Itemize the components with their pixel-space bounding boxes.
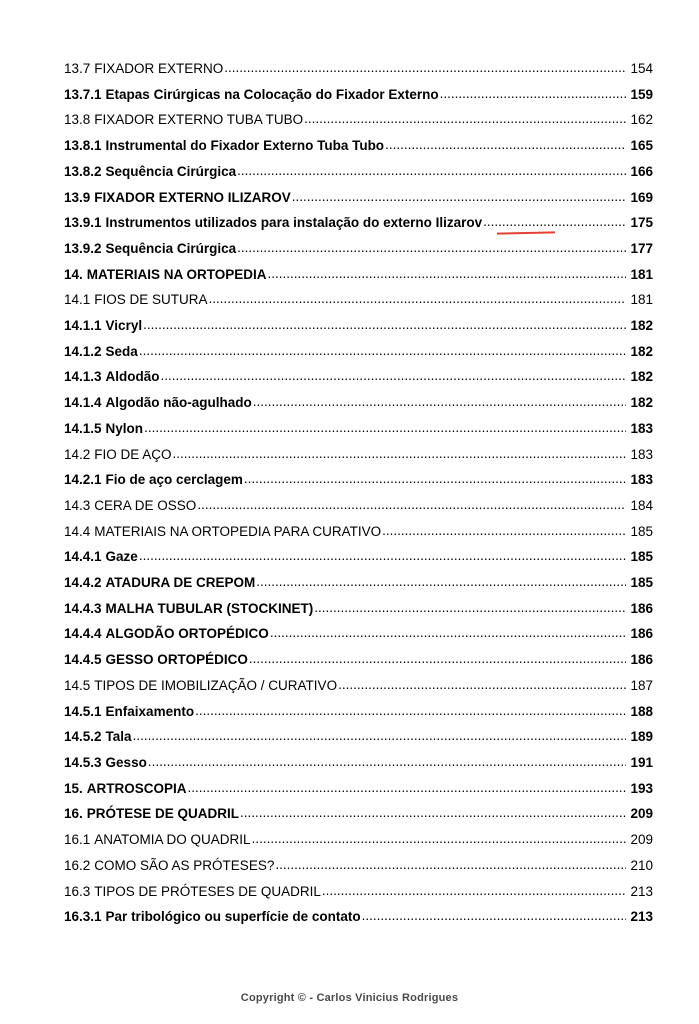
toc-entry-number: 15.: [64, 780, 83, 796]
toc-entry-page-number: 193: [630, 780, 653, 796]
toc-entry-title: MATERIAIS NA ORTOPEDIA PARA CURATIVO: [94, 523, 382, 539]
toc-entry-title: Aldodão: [105, 369, 160, 385]
toc-entry-number: 14.5.1: [64, 703, 102, 719]
toc-entry-title: ALGODÃO ORTOPÉDICO: [105, 626, 269, 642]
toc-entry[interactable]: [64, 82, 653, 108]
toc-entry-page-number: 185: [630, 549, 653, 565]
toc-leader-dots: [237, 164, 626, 178]
toc-leader-dots: [188, 781, 626, 795]
toc-entry-number: 14.4.2: [64, 575, 102, 591]
toc-entry-page-number: 177: [630, 240, 653, 256]
toc-leader-dots: [256, 575, 626, 589]
toc-leader-dots: [240, 806, 626, 820]
toc-entry-title: ATADURA DE CREPOM: [105, 575, 256, 591]
toc-entry-number: 14.5.3: [64, 754, 102, 770]
toc-entry[interactable]: [64, 801, 653, 827]
toc-entry-number: 14.4.1: [64, 549, 102, 565]
toc-entry-title: MALHA TUBULAR (STOCKINET): [105, 600, 314, 616]
toc-entry-number: 14.2.1: [64, 472, 102, 488]
toc-leader-dots: [304, 112, 626, 126]
toc-entry-number: 14.5: [64, 677, 91, 693]
toc-leader-dots: [253, 395, 626, 409]
toc-entry[interactable]: [64, 210, 653, 236]
toc-entry-title: PRÓTESE DE QUADRIL: [86, 806, 240, 822]
toc-entry-title: FIO DE AÇO: [94, 446, 172, 462]
toc-entry-number: 16.2: [64, 857, 91, 873]
toc-leader-dots: [270, 626, 626, 640]
toc-entry-number: 13.9.2: [64, 240, 102, 256]
toc-entry-title: Instrumental do Fixador Externo Tuba Tubo: [105, 138, 385, 154]
toc-entry-number: 14.1.1: [64, 318, 102, 334]
toc-entry[interactable]: [64, 673, 653, 699]
toc-entry[interactable]: [64, 107, 653, 133]
toc-entry-title: GESSO ORTOPÉDICO: [105, 652, 248, 668]
toc-entry[interactable]: [64, 904, 653, 930]
toc-leader-dots: [322, 884, 626, 898]
toc-entry-title: COMO SÃO AS PRÓTESES?: [94, 857, 275, 873]
toc-entry-page-number: 191: [630, 754, 653, 770]
toc-entry-page-number: 183: [630, 420, 653, 436]
toc-entry-number: 13.8.2: [64, 163, 102, 179]
page-footer: Copyright © - Carlos Vinicius Rodrigues: [240, 992, 459, 1004]
toc-entry-title: CERA DE OSSO: [94, 497, 197, 513]
toc-entry-title: Fio de aço cerclagem: [105, 472, 243, 488]
toc-entry[interactable]: [64, 287, 653, 313]
toc-entry[interactable]: [64, 133, 653, 159]
toc-entry-title: TIPOS DE IMOBILIZAÇÃO / CURATIVO: [94, 677, 338, 693]
toc-entry-page-number: 169: [630, 189, 653, 205]
toc-entry-number: 14.1.5: [64, 420, 102, 436]
toc-entry-page-number: 185: [630, 523, 653, 539]
toc-entry-title: MATERIAIS NA ORTOPEDIA: [86, 266, 267, 282]
toc-leader-dots: [209, 292, 626, 306]
toc-leader-dots: [275, 858, 626, 872]
toc-entry-page-number: 184: [630, 497, 653, 513]
toc-leader-dots: [483, 215, 626, 229]
toc-leader-dots: [139, 549, 626, 563]
toc-leader-dots: [338, 678, 626, 692]
toc-entry-title: Seda: [105, 343, 138, 359]
toc-entry-page-number: 154: [630, 61, 653, 76]
toc-entry-page-number: 188: [630, 703, 653, 719]
toc-entry[interactable]: [64, 827, 653, 853]
toc-entry-page-number: 162: [630, 112, 653, 128]
toc-leader-dots: [148, 755, 626, 769]
toc-entry[interactable]: [64, 647, 653, 673]
toc-entry-number: 14.3: [64, 497, 91, 513]
toc-entry-title: FIOS DE SUTURA: [94, 292, 208, 308]
toc-entry-page-number: 182: [630, 318, 653, 334]
toc-leader-dots: [252, 832, 626, 846]
toc-entry[interactable]: [64, 724, 653, 750]
toc-entry-number: 14.4.4: [64, 626, 102, 642]
toc-entry-title: ANATOMIA DO QUADRIL: [94, 832, 251, 848]
toc-leader-dots: [161, 369, 626, 383]
toc-entry-title: FIXADOR EXTERNO ILIZAROV: [94, 189, 291, 205]
toc-entry-number: 13.8.1: [64, 138, 102, 154]
toc-entry-number: 14.4.5: [64, 652, 102, 668]
toc-entry-title: Sequência Cirúrgica: [105, 163, 237, 179]
toc-entry-title: Vicryl: [105, 318, 143, 334]
toc-leader-dots: [292, 190, 626, 204]
toc-leader-dots: [173, 447, 626, 461]
toc-entry[interactable]: [64, 339, 653, 365]
toc-entry-number: 14.: [64, 266, 83, 282]
toc-leader-dots: [143, 318, 626, 332]
toc-entry-title: Instrumentos utilizados para instalação do externo Ilizarov: [105, 215, 483, 231]
toc-entry-number: 13.8: [64, 112, 91, 128]
toc-leader-dots: [314, 601, 626, 615]
toc-entry[interactable]: [64, 185, 653, 211]
toc-leader-dots: [237, 241, 626, 255]
toc-entry-page-number: 210: [630, 857, 653, 873]
toc-entry-number: 14.5.2: [64, 729, 102, 745]
toc-entry-number: 16.1: [64, 832, 91, 848]
toc-entry[interactable]: [64, 699, 653, 725]
toc-entry[interactable]: [64, 442, 653, 468]
toc-entry-title: Algodão não-agulhado: [105, 395, 252, 411]
toc-entry-title: Enfaixamento: [105, 703, 195, 719]
toc-entry-number: 14.2: [64, 446, 91, 462]
toc-entry-number: 16.3: [64, 883, 91, 899]
toc-entry-number: 14.1.4: [64, 395, 102, 411]
toc-entry[interactable]: [64, 313, 653, 339]
toc-entry[interactable]: [64, 493, 653, 519]
toc-entry-page-number: 181: [630, 266, 653, 282]
toc-entry[interactable]: [64, 236, 653, 262]
toc-leader-dots: [244, 472, 626, 486]
toc-leader-dots: [385, 138, 626, 152]
toc-entry[interactable]: [64, 596, 653, 622]
toc-entry-page-number: 186: [630, 652, 653, 668]
toc-entry-number: 14.1: [64, 292, 91, 308]
toc-entry-page-number: 183: [630, 472, 653, 488]
toc-entry-title: Sequência Cirúrgica: [105, 240, 237, 256]
toc-leader-dots: [362, 909, 626, 923]
toc-entry-title: Par tribológico ou superfície de contato: [105, 909, 361, 925]
toc-entry-title: Tala: [105, 729, 132, 745]
toc-entry-number: 13.7: [64, 61, 91, 76]
toc-entry-page-number: 213: [630, 909, 653, 925]
toc-entry-number: 13.9.1: [64, 215, 102, 231]
toc-entry-page-number: 165: [630, 138, 653, 154]
toc-entry-page-number: 182: [630, 343, 653, 359]
toc-entry[interactable]: [64, 750, 653, 776]
toc-entry-title: Etapas Cirúrgicas na Colocação do Fixador Externo: [105, 86, 439, 102]
toc-entry[interactable]: [64, 853, 653, 879]
toc-entry[interactable]: [64, 519, 653, 545]
toc-leader-dots: [268, 267, 626, 281]
toc-entry-number: 14.4: [64, 523, 91, 539]
toc-entry-title: TIPOS DE PRÓTESES DE QUADRIL: [94, 883, 321, 899]
toc-entry[interactable]: [64, 570, 653, 596]
toc-leader-dots: [224, 61, 626, 75]
toc-entry-number: 14.1.3: [64, 369, 102, 385]
toc-entry-page-number: 209: [630, 806, 653, 822]
toc-entry[interactable]: [64, 467, 653, 493]
toc-leader-dots: [197, 498, 626, 512]
toc-entry-title: Nylon: [105, 420, 144, 436]
toc-leader-dots: [440, 87, 626, 101]
toc-entry[interactable]: [64, 621, 653, 647]
toc-entry-page-number: 213: [630, 883, 653, 899]
toc-entry-page-number: 189: [630, 729, 653, 745]
toc-entry-number: 14.1.2: [64, 343, 102, 359]
toc-entry-title: Gaze: [105, 549, 138, 565]
toc-entry-number: 13.9: [64, 189, 91, 205]
toc-entry-number: 16.3.1: [64, 909, 102, 925]
toc-entry-page-number: 175: [630, 215, 653, 231]
toc-entry-number: 14.4.3: [64, 600, 102, 616]
toc-entry-page-number: 181: [630, 292, 653, 308]
toc-entry-page-number: 183: [630, 446, 653, 462]
toc-entry-page-number: 186: [630, 626, 653, 642]
toc-entry-title: FIXADOR EXTERNO: [94, 61, 224, 76]
toc-leader-dots: [139, 344, 626, 358]
toc-entry-page-number: 182: [630, 369, 653, 385]
toc-entry-number: 13.7.1: [64, 86, 102, 102]
toc-entry-page-number: 187: [630, 677, 653, 693]
table-of-contents: [64, 56, 653, 930]
toc-entry-title: ARTROSCOPIA: [86, 780, 187, 796]
toc-entry[interactable]: [64, 879, 653, 905]
toc-leader-dots: [133, 729, 626, 743]
toc-entry-page-number: 185: [630, 575, 653, 591]
toc-leader-dots: [382, 524, 626, 538]
toc-entry[interactable]: [64, 776, 653, 802]
toc-entry-page-number: 166: [630, 163, 653, 179]
toc-leader-dots: [195, 704, 626, 718]
toc-entry[interactable]: [64, 56, 653, 82]
toc-entry-page-number: 182: [630, 395, 653, 411]
toc-entry[interactable]: [64, 544, 653, 570]
toc-leader-dots: [249, 652, 626, 666]
toc-entry[interactable]: [64, 159, 653, 185]
toc-entry-page-number: 186: [630, 600, 653, 616]
toc-entry-title: Gesso: [105, 754, 147, 770]
toc-entry-page-number: 209: [630, 832, 653, 848]
toc-entry[interactable]: [64, 262, 653, 288]
toc-entry-title: FIXADOR EXTERNO TUBA TUBO: [94, 112, 304, 128]
toc-entry[interactable]: [64, 416, 653, 442]
toc-entry[interactable]: [64, 364, 653, 390]
toc-entry-number: 16.: [64, 806, 83, 822]
toc-entry-page-number: 159: [630, 86, 653, 102]
toc-entry[interactable]: [64, 390, 653, 416]
toc-leader-dots: [144, 421, 626, 435]
